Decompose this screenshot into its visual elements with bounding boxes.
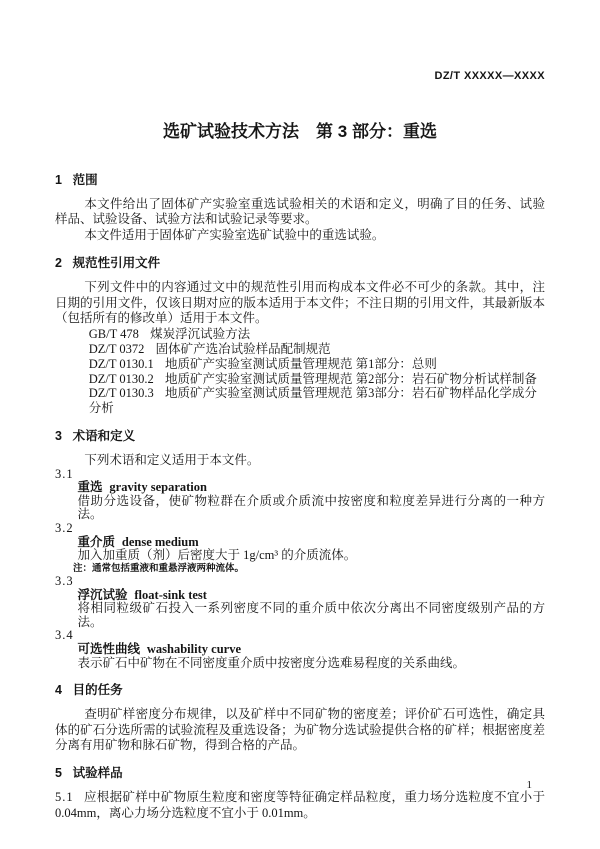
section-label: 试验样品 [72, 766, 123, 781]
term-number: 3.3 [55, 574, 74, 589]
standard-code-header: DZ/T XXXXX—XXXX [434, 70, 545, 82]
term-name-zh: 重选 [77, 480, 103, 495]
reference-title: 地质矿产实验室测试质量管理规范 第3部分：岩石矿物样品化学成分分析 [88, 386, 537, 415]
reference-title: 地质矿产实验室测试质量管理规范 第2部分：岩石矿物分析试样制备 [165, 371, 537, 386]
term-entry [55, 629, 545, 670]
reference-code: DZ/T 0130.2 [88, 371, 154, 386]
term-definition: 借助分选设备，使矿物粒群在介质或介质流中按密度和粒度差异进行分离的一种方法。 [77, 493, 545, 522]
reference-code: DZ/T 0372 [88, 342, 145, 357]
section-label: 规范性引用文件 [72, 256, 161, 271]
term-number: 3.2 [55, 521, 74, 536]
clause-number: 5.1 [55, 790, 74, 805]
reference-item [55, 327, 545, 342]
term-number: 3.1 [55, 466, 74, 481]
term-note: 注：通常包括重液和重悬浮液两种流体。 [73, 563, 245, 574]
term-definition: 将相同粒级矿石投入一系列密度不同的重介质中依次分离出不同密度级别产品的方法。 [77, 601, 545, 629]
term-name-en: washability curve [146, 641, 241, 656]
reference-title: 固体矿产选冶试验样品配制规范 [155, 342, 331, 357]
paragraph: 本文件适用于固体矿产实验室选矿试验中的重选试验。 [84, 227, 385, 242]
term-definition: 加入加重质（剂）后密度大于 1g/cm³ 的介质流体。 [77, 548, 357, 563]
term-name-en: float-sink test [134, 587, 207, 602]
section-normative-references [55, 256, 545, 415]
section-label: 范围 [72, 173, 98, 187]
reference-list [55, 327, 545, 415]
reference-item [55, 357, 545, 372]
term-name [55, 643, 545, 657]
section-label: 目的任务 [72, 683, 123, 698]
section-scope [55, 173, 545, 243]
term-name-zh: 可选性曲线 [77, 641, 141, 656]
term-name-zh: 重介质 [77, 534, 116, 549]
reference-title: 地质矿产实验室测试质量管理规范 第1部分：总则 [165, 356, 437, 371]
section-label: 术语和定义 [72, 428, 136, 443]
term-name [55, 481, 545, 495]
section-number: 3 [55, 428, 62, 443]
section-number: 5 [55, 766, 62, 781]
term-entry [55, 522, 545, 575]
paragraph: 查明矿样密度分布规律，以及矿样中不同矿物的密度差；评价矿石可选性，确定具体的矿石分选所需的试验流程及重选设备；为矿物分选试验提供合格的矿样；根据密度差分离有用矿物和脉石矿物，得到合格的产品。 [55, 707, 545, 752]
term-name-en: dense medium [121, 534, 199, 549]
section-heading [55, 683, 545, 698]
clause-5-1 [55, 790, 545, 821]
section-number: 1 [55, 173, 62, 187]
reference-item [55, 342, 545, 357]
section-purpose-tasks [55, 683, 545, 753]
section-heading [55, 173, 545, 188]
section-heading [55, 256, 545, 271]
section-heading [55, 429, 545, 444]
reference-code: GB/T 478 [88, 327, 139, 342]
reference-item [55, 386, 545, 415]
reference-title: 煤炭浮沉试验方法 [150, 327, 251, 342]
section-terms-definitions [55, 429, 545, 671]
reference-code: DZ/T 0130.1 [88, 356, 154, 371]
paragraph: 本文件给出了固体矿产实验室重选试验相关的术语和定义，明确了目的任务、试验样品、试验设备、试验方法和试验记录等要求。 [55, 197, 545, 227]
document-title: 选矿试验技术方法 第 3 部分：重选 [163, 122, 437, 141]
terms-intro: 下列术语和定义适用于本文件。 [84, 452, 260, 467]
clause-text: 应根据矿样中矿物原生粒度和密度等特征确定样品粒度，重力场分选粒度不宜小于 0.04mm，离心力场分选粒度不宜小于 0.01mm。 [55, 790, 545, 820]
term-name-zh: 浮沉试验 [77, 587, 128, 602]
section-number: 2 [55, 256, 62, 271]
section-heading [55, 766, 545, 781]
reference-code: DZ/T 0130.3 [88, 386, 154, 401]
term-entry [55, 575, 545, 629]
reference-item [55, 372, 545, 387]
term-entry [55, 468, 545, 522]
term-definition: 表示矿石中矿物在不同密度重介质中按密度分选难易程度的关系曲线。 [77, 655, 466, 670]
term-number: 3.4 [55, 628, 74, 643]
section-test-samples [55, 766, 545, 821]
page-number: 1 [526, 779, 532, 791]
paragraph: 下列文件中的内容通过文中的规范性引用而构成本文件必不可少的条款。其中，注日期的引用文件，仅该日期对应的版本适用于本文件；不注日期的引用文件，其最新版本（包括所有的修改单）适用于本文件。 [55, 280, 545, 326]
term-name-en: gravity separation [109, 480, 207, 495]
section-number: 4 [55, 683, 62, 698]
